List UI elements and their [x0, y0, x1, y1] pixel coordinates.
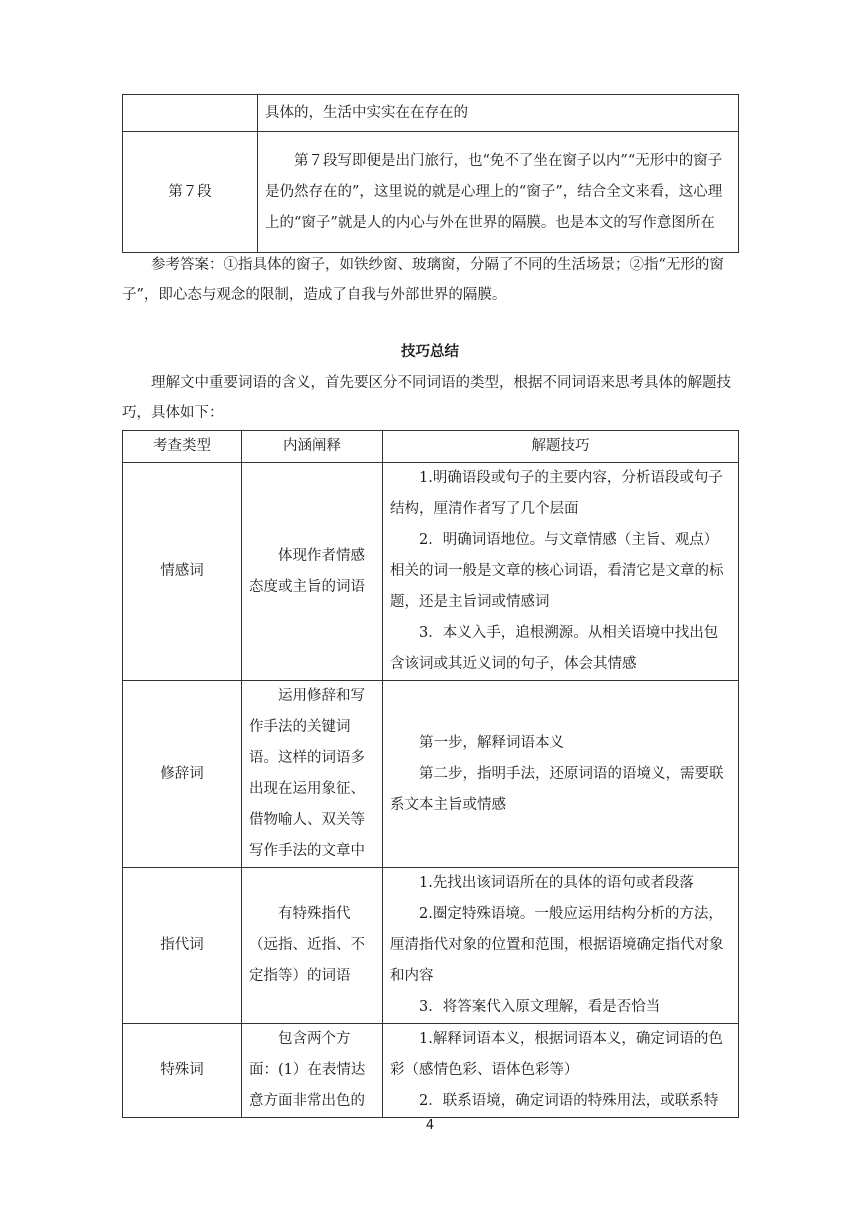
- table-cell-content: 第７段写即便是出门旅行，也“免不了坐在窗子以内”“无形中的窗子是仍然存在的”，这里说的就是心理上的“窗子”，结合全文来看，这心理上的“窗子”就是人的内心与外在世界的隔膜。也是本文的写作意图所在: [258, 132, 739, 253]
- intro-paragraph: 理解文中重要词语的含义，首先要区分不同词语的类型，根据不同词语来思考具体的解题技巧，具体如下：: [122, 375, 731, 421]
- cell-meaning: 有特殊指代（远指、近指、不定指等）的词语: [242, 868, 383, 1024]
- tip-item: 3．本义入手，追根溯源。从相关语境中找出包含该词或其近义词的句子，体会其情感: [390, 625, 719, 672]
- cell-tips: [383, 463, 739, 681]
- cell-type: 修辞词: [123, 681, 242, 868]
- table-header-row: [123, 431, 739, 463]
- table-row: [123, 95, 739, 132]
- table-row: [123, 868, 739, 1024]
- cell-meaning: 运用修辞和写作手法的关键词语。这样的词语多出现在运用象征、借物喻人、双关等写作手法的文章中: [242, 681, 383, 868]
- cell-meaning: 包含两个方面：(1）在表情达意方面非常出色的: [242, 1024, 383, 1118]
- tip-item: 2．明确词语地位。与文章情感（主旨、观点）相关的词一般是文章的核心词语，看清它是文章的标题，还是主旨词或情感词: [390, 532, 724, 610]
- cell-tips: [383, 868, 739, 1024]
- table-row: [123, 463, 739, 681]
- technique-summary-table: [122, 430, 739, 1118]
- tip-item: 3．将答案代入原文理解，看是否恰当: [419, 999, 661, 1015]
- cell-meaning: 体现作者情感态度或主旨的词语: [242, 463, 383, 681]
- table-row: [123, 1024, 739, 1118]
- tip-item: 1.先找出该词语所在的具体的语句或者段落: [419, 875, 694, 891]
- cell-type: 指代词: [123, 868, 242, 1024]
- table-row: [123, 681, 739, 868]
- section-title: 技巧总结: [401, 344, 459, 360]
- cell-type: 特殊词: [123, 1024, 242, 1118]
- tip-item: 1.明确语段或句子的主要内容，分析语段或句子结构，厘清作者写了几个层面: [390, 470, 723, 517]
- paragraph-analysis-table: [122, 94, 739, 253]
- tip-item: 2.圈定特殊语境。一般应运用结构分析的方法，厘清指代对象的位置和范围，根据语境确定指代对象和内容: [390, 906, 724, 984]
- column-header-meaning: 内涵阐释: [242, 431, 383, 463]
- table-row: [123, 132, 739, 253]
- page-number: 4: [425, 1118, 435, 1133]
- cell-tips: [383, 1024, 739, 1118]
- table-cell-label: [123, 95, 258, 132]
- column-header-tips: 解题技巧: [383, 431, 739, 463]
- table-cell-label: 第７段: [123, 132, 258, 253]
- cell-type: 情感词: [123, 463, 242, 681]
- table-cell-content: 具体的，生活中实实在在存在的: [258, 95, 739, 132]
- tip-item: 1.解释词语本义，根据词语本义，确定词语的色彩（感情色彩、语体色彩等）: [390, 1031, 723, 1078]
- tip-item: 第一步，解释词语本义: [419, 734, 564, 751]
- reference-answer: 参考答案：①指具体的窗子，如铁纱窗、玻璃窗，分隔了不同的生活场景；②指“无形的窗子”，即心态与观念的限制，造成了自我与外部世界的隔膜。: [122, 257, 724, 303]
- tip-item: 2．联系语境，确定词语的特殊用法，或联系特: [419, 1093, 719, 1109]
- cell-tips: [383, 681, 739, 868]
- tip-item: 第二步，指明手法，还原词语的语境义，需要联系文本主旨或情感: [390, 765, 724, 813]
- column-header-type: 考查类型: [123, 431, 242, 463]
